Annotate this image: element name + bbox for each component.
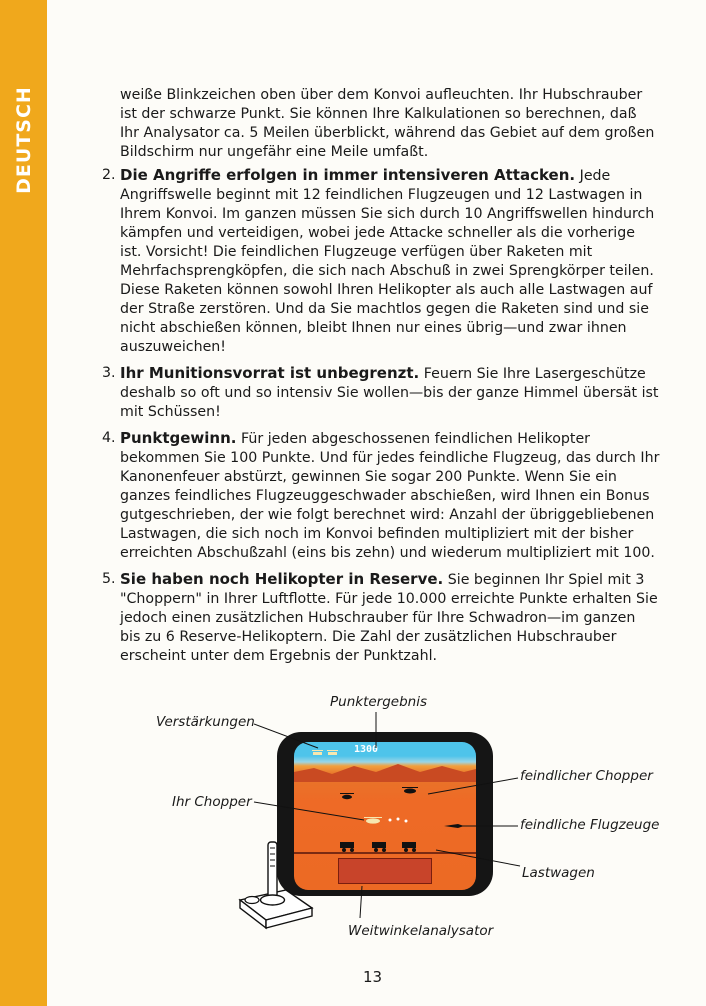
- label-lastwagen: Lastwagen: [522, 865, 595, 881]
- item-heading: Punktgewinn.: [120, 429, 237, 447]
- language-label: DEUTSCH: [13, 86, 35, 194]
- game-screen-figure: [150, 690, 670, 950]
- language-sidebar: [0, 0, 47, 1006]
- item-number: 3.: [102, 365, 116, 381]
- label-punktergebnis: Punktergebnis: [330, 694, 428, 710]
- item-number: 5.: [102, 571, 116, 587]
- label-feindlicher-chopper: feindlicher Chopper: [520, 768, 653, 784]
- intro-paragraph: weiße Blinkzeichen oben über dem Konvoi aufleuchten. Ihr Hubschrauber ist der schwarze Punkt. Sie können Ihre Kalkulationen so berechnen, daß Ihr Analysator ca. 5 Meilen überblickt, während das Gebiet auf dem großen Bildschirm nur ungefähr eine Meile umfaßt.: [120, 87, 655, 160]
- screen-score: 1300: [354, 744, 379, 755]
- label-verstaerkungen: Verstärkungen: [156, 714, 255, 730]
- item-number: 2.: [102, 167, 116, 183]
- label-ihr-chopper: Ihr Chopper: [172, 794, 252, 810]
- item-text: Feuern Sie Ihre Lasergeschütze deshalb so oft und so intensiv Sie wollen—bis der ganze Himmel übersät ist mit Schüssen!: [120, 366, 659, 420]
- list-item: [102, 364, 660, 422]
- item-heading: Die Angriffe erfolgen in immer intensiveren Attacken.: [120, 166, 576, 184]
- list-item: [102, 429, 660, 563]
- instruction-list: [102, 166, 660, 673]
- label-feindliche-flugzeuge: feindliche Flugzeuge: [520, 817, 660, 833]
- item-heading: Sie haben noch Helikopter in Reserve.: [120, 570, 444, 588]
- label-weitwinkelanalysator: Weitwinkelanalysator: [348, 923, 494, 939]
- item-heading: Ihr Munitionsvorrat ist unbegrenzt.: [120, 364, 420, 382]
- page-number: 13: [363, 968, 383, 986]
- item-number: 4.: [102, 430, 116, 446]
- item-text: Jede Angriffswelle beginnt mit 12 feindlichen Flugzeugen und 12 Lastwagen in Ihrem Konvoi. Im ganzen müssen Sie sich durch 10 Angriffswellen hindurch kämpfen und verteidigen, wobei jede Attacke schneller als die vorherige ist. Vorsicht! Die feindlichen Flugzeuge verfügen über Raketen mit Mehrfachsprengköpfen, die sich nach Abschuß in zwei Sprengkörper teilen. Diese Raketen können sowohl Ihren Helikopter als auch alle Lastwagen auf der Straße zerstören. Und da Sie machtlos gegen die Raketen sind und sie nicht abschießen können, bleibt Ihnen nur eines übrig—und zwar ihnen auszuweichen!: [120, 168, 655, 355]
- item-text: Sie beginnen Ihr Spiel mit 3 "Choppern" in Ihrer Luftflotte. Für jede 10.000 erreichte Punkte erhalten Sie jedoch einen zusätzlichen Hubschrauber für Ihre Schwadron—im ganzen bis zu 6 Reserve-Helikoptern. Die Zahl der zusätzlichen Hubschrauber erscheint unter dem Ergebnis der Punktzahl.: [120, 572, 658, 664]
- item-text: Für jeden abgeschossenen feindlichen Helikopter bekommen Sie 100 Punkte. Und für jedes feindliche Flugzeug, das durch Ihr Kanonenfeuer abstürzt, gewinnen Sie sogar 200 Punkte. Wenn Sie ein ganzes feindliches Flugzeuggeschwader abschießen, wird Ihnen ein Bonus gutgeschrieben, der wie folgt berechnet wird: Anzahl der übriggebliebenen Lastwagen, die sich noch im Konvoi befinden multipliziert mit der bisher erreichten Abschußzahl (eins bis zehn) und wiederum multipliziert mit 100.: [120, 431, 660, 561]
- list-item: [102, 166, 660, 357]
- list-item: [102, 570, 660, 666]
